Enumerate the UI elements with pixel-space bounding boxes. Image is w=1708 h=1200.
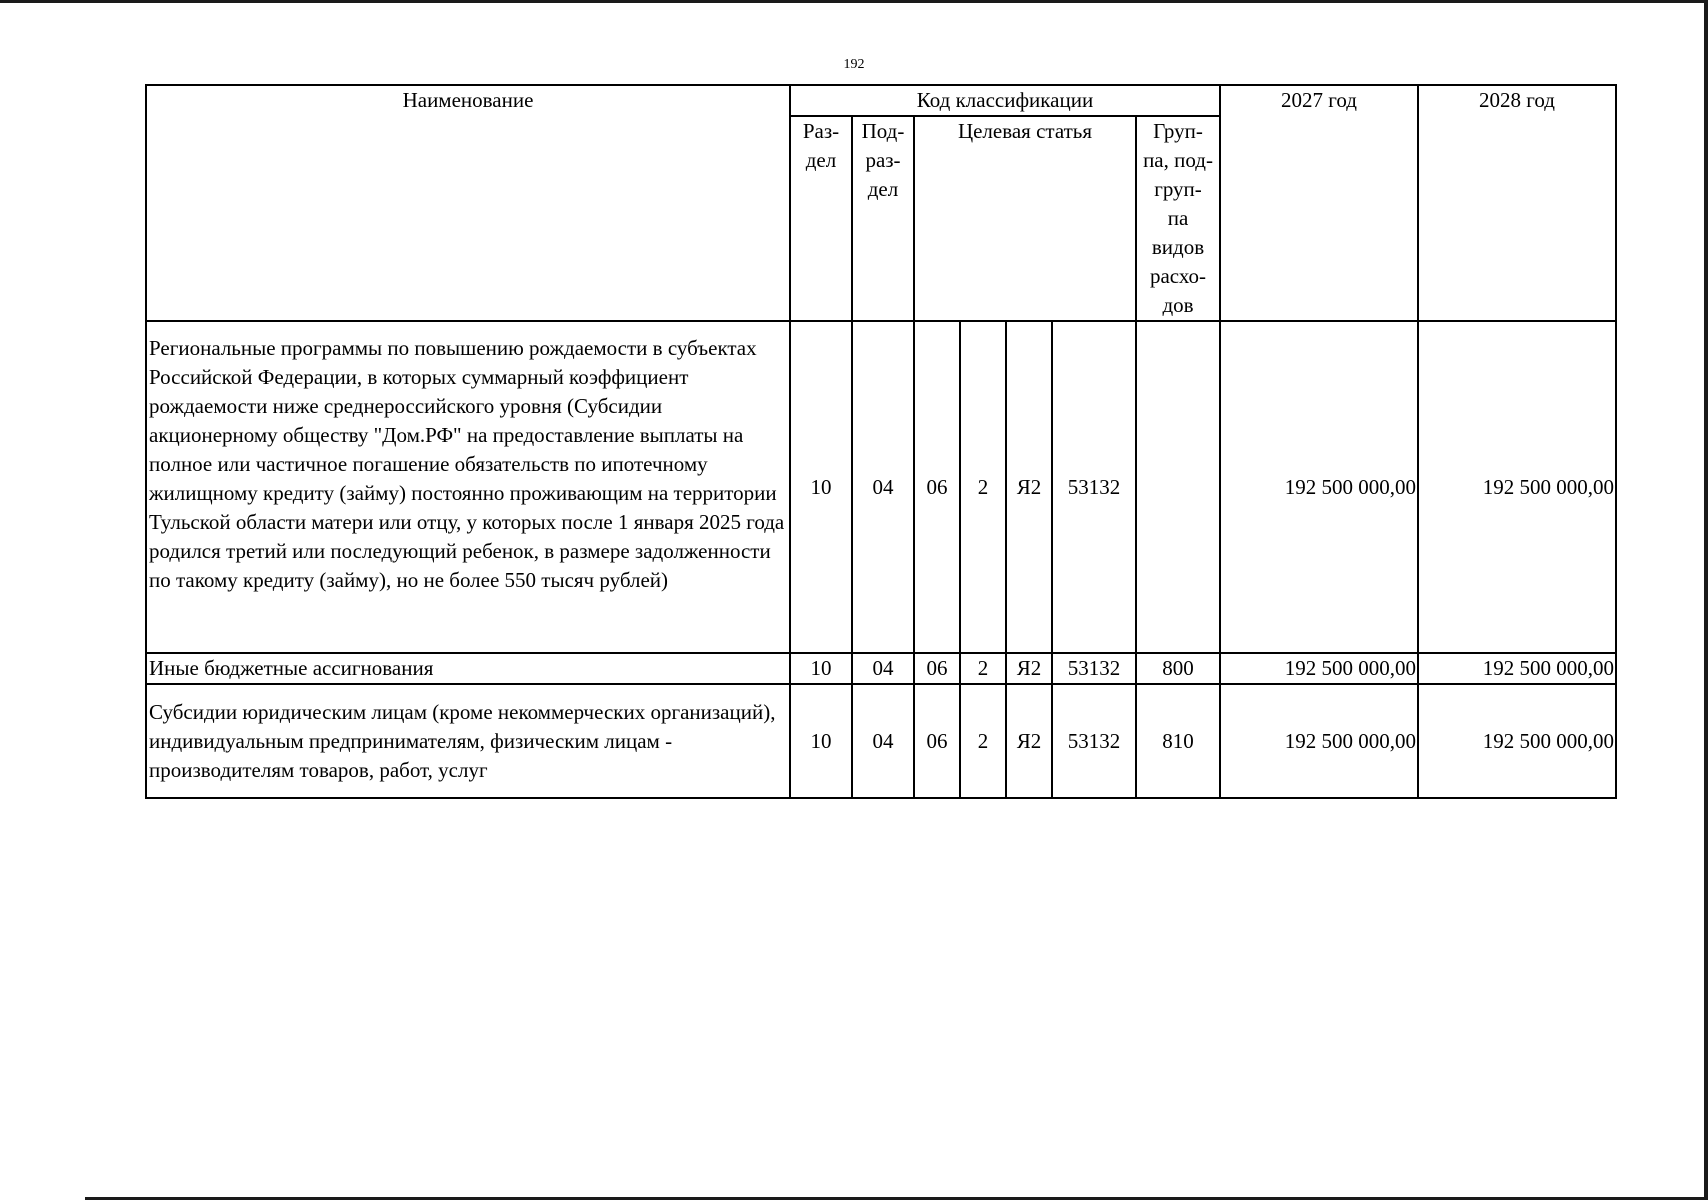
row-group: 800 bbox=[1136, 653, 1220, 684]
row-target-program: 06 bbox=[914, 684, 960, 798]
row-subsection: 04 bbox=[852, 653, 914, 684]
row-name: Субсидии юридическим лицам (кроме некоммерческих организаций), индивидуальным предпринимателям, физическим лицам - производителям товаров, работ, услуг bbox=[146, 684, 790, 798]
row-target-program: 06 bbox=[914, 653, 960, 684]
header-section-text: Раз- дел bbox=[802, 119, 840, 172]
row-year-2028: 192 500 000,00 bbox=[1418, 321, 1616, 653]
row-target-direction: 53132 bbox=[1052, 684, 1136, 798]
header-year-2028: 2028 год bbox=[1418, 85, 1616, 321]
row-section: 10 bbox=[790, 684, 852, 798]
row-target-subprogram: 2 bbox=[960, 684, 1006, 798]
header-target-article: Целевая статья bbox=[914, 116, 1136, 321]
row-section: 10 bbox=[790, 321, 852, 653]
header-expense-group bbox=[1136, 116, 1220, 321]
row-target-project: Я2 bbox=[1006, 684, 1052, 798]
row-target-direction: 53132 bbox=[1052, 321, 1136, 653]
header-subsection-text: Под- раз- дел bbox=[861, 119, 905, 201]
row-year-2027: 192 500 000,00 bbox=[1220, 653, 1418, 684]
row-name: Иные бюджетные ассигнования bbox=[146, 653, 790, 684]
table-row bbox=[146, 684, 1616, 798]
table-row bbox=[146, 653, 1616, 684]
row-target-direction: 53132 bbox=[1052, 653, 1136, 684]
row-name: Региональные программы по повышению рождаемости в субъектах Российской Федерации, в которых суммарный коэффициент рождаемости ниже среднероссийского уровня (Субсидии акционерному обществу "Дом.РФ" на предоставление выплаты на полное или частичное погашение обязательств по ипотечному жилищному кредиту (займу) постоянно проживающим на территории Тульской области матери или отцу, у которых после 1 января 2025 года родился третий или последующий ребенок, в размере задолженности по такому кредиту (займу), но не более 550 тысяч рублей) bbox=[146, 321, 790, 653]
page-number: 192 bbox=[843, 57, 865, 72]
row-year-2028: 192 500 000,00 bbox=[1418, 653, 1616, 684]
header-name: Наименование bbox=[146, 85, 790, 321]
row-section: 10 bbox=[790, 653, 852, 684]
scan-edge-top bbox=[0, 0, 1708, 3]
row-target-subprogram: 2 bbox=[960, 653, 1006, 684]
row-group: 810 bbox=[1136, 684, 1220, 798]
row-target-project: Я2 bbox=[1006, 653, 1052, 684]
header-expense-group-text: Груп- па, под- груп- па видов расхо- дов bbox=[1143, 119, 1213, 317]
header-subsection bbox=[852, 116, 914, 321]
header-section bbox=[790, 116, 852, 321]
row-year-2027: 192 500 000,00 bbox=[1220, 321, 1418, 653]
scan-edge-right bbox=[1704, 0, 1708, 1200]
row-group bbox=[1136, 321, 1220, 653]
row-subsection: 04 bbox=[852, 321, 914, 653]
row-target-project: Я2 bbox=[1006, 321, 1052, 653]
row-subsection: 04 bbox=[852, 684, 914, 798]
header-classification: Код классификации bbox=[790, 85, 1220, 116]
budget-table bbox=[145, 84, 1617, 799]
header-row-1 bbox=[146, 85, 1616, 116]
table-row bbox=[146, 321, 1616, 653]
header-year-2027: 2027 год bbox=[1220, 85, 1418, 321]
row-target-program: 06 bbox=[914, 321, 960, 653]
row-year-2028: 192 500 000,00 bbox=[1418, 684, 1616, 798]
row-target-subprogram: 2 bbox=[960, 321, 1006, 653]
row-year-2027: 192 500 000,00 bbox=[1220, 684, 1418, 798]
